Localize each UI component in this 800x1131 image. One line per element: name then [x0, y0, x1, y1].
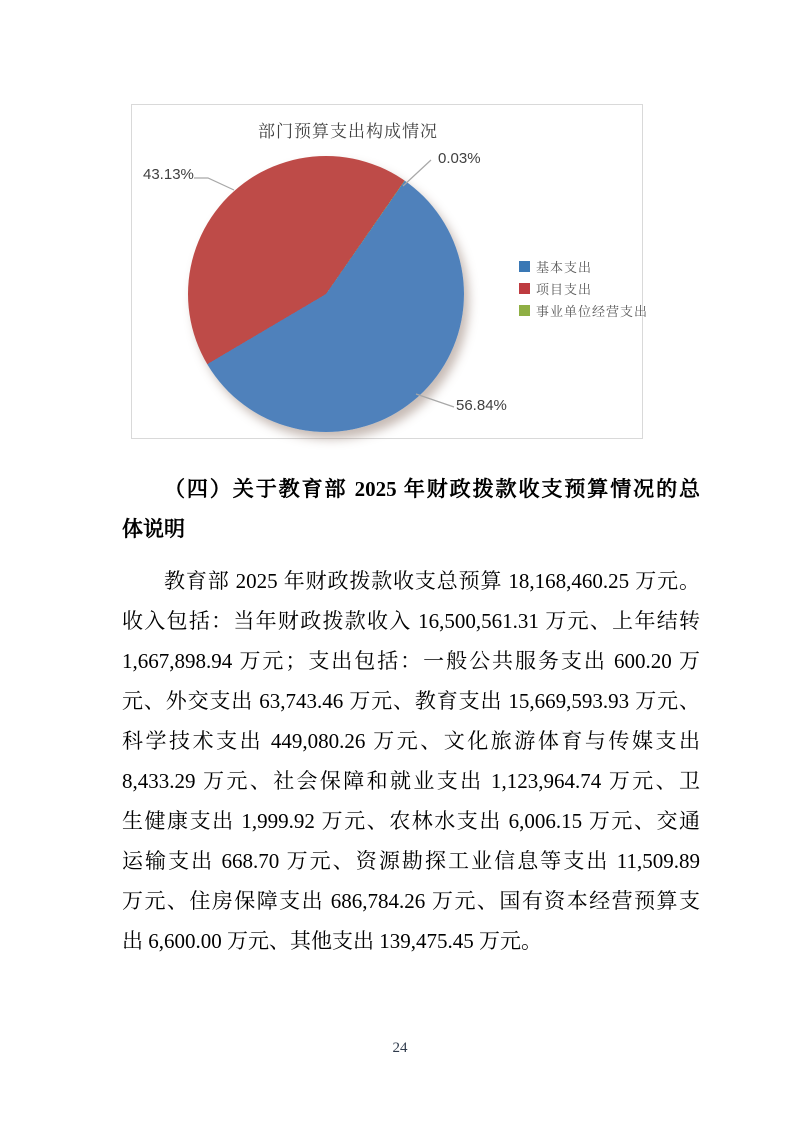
data-label-basic: 56.84% — [456, 397, 507, 414]
pie-chart-panel — [131, 104, 649, 439]
paragraph-line: 教育部 2025 年财政拨款收支总预算 18,168,460.25 万元。 — [164, 569, 700, 593]
pie-chart — [188, 156, 464, 432]
leader-line-basic — [416, 394, 454, 407]
paragraph-line: 8,433.29 万元、社会保障和就业支出 1,123,964.74 万元、卫 — [122, 769, 700, 793]
page-number: 24 — [392, 1040, 408, 1056]
legend-swatch-blue-icon — [519, 261, 530, 272]
legend-label-operating: 事业单位经营支出 — [536, 303, 649, 319]
paragraph-line: 运输支出 668.70 万元、资源勘探工业信息等支出 11,509.89 — [122, 849, 700, 873]
paragraph-line: 1,667,898.94 万元；支出包括：一般公共服务支出 600.20 万 — [122, 649, 700, 673]
body-paragraph — [122, 561, 700, 961]
data-label-operating: 0.03% — [438, 150, 481, 167]
paragraph-line: 元、外交支出 63,743.46 万元、教育支出 15,669,593.93 万元、 — [122, 689, 700, 713]
legend-swatch-red-icon — [519, 283, 530, 294]
data-label-project: 43.13% — [143, 166, 194, 183]
heading-line: （四）关于教育部 2025 年财政拨款收支预算情况的总 — [164, 477, 700, 501]
legend-label-basic: 基本支出 — [536, 259, 593, 275]
paragraph-line: 生健康支出 1,999.92 万元、农林水支出 6,006.15 万元、交通 — [122, 809, 700, 833]
chart-legend — [519, 255, 648, 321]
section-heading — [122, 469, 700, 549]
heading-line: 体说明 — [122, 517, 185, 541]
paragraph-line: 收入包括：当年财政拨款收入 16,500,561.31 万元、上年结转 — [122, 609, 700, 633]
legend-item-basic — [519, 255, 648, 277]
legend-swatch-green-icon — [519, 305, 530, 316]
paragraph-line: 出 6,600.00 万元、其他支出 139,475.45 万元。 — [122, 929, 542, 953]
paragraph-line: 万元、住房保障支出 686,784.26 万元、国有资本经营预算支 — [122, 889, 700, 913]
legend-label-project: 项目支出 — [536, 281, 593, 297]
leader-line-project — [194, 178, 234, 190]
legend-item-project — [519, 277, 648, 299]
chart-title: 部门预算支出构成情况 — [258, 122, 438, 141]
legend-item-operating — [519, 299, 648, 321]
paragraph-line: 科学技术支出 449,080.26 万元、文化旅游体育与传媒支出 — [122, 729, 700, 753]
